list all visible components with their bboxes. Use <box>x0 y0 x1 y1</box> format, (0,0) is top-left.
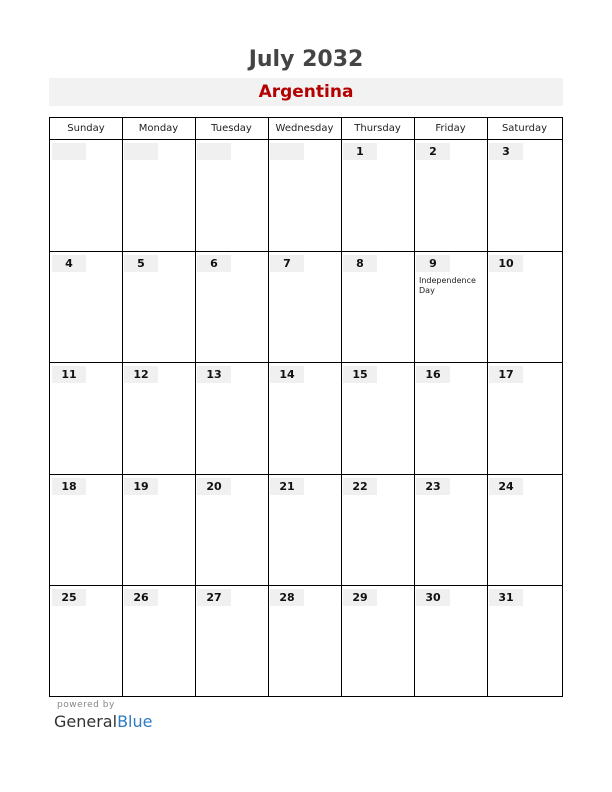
grid-line <box>268 118 269 696</box>
day-cell[interactable] <box>268 140 341 252</box>
day-cell[interactable] <box>414 586 487 698</box>
day-cell[interactable] <box>50 252 122 364</box>
grid-line <box>487 118 488 696</box>
day-number <box>197 143 231 160</box>
day-number: 30 <box>416 589 450 606</box>
generalblue-logo[interactable] <box>54 712 152 731</box>
day-number: 3 <box>489 143 523 160</box>
day-cell[interactable] <box>122 363 195 475</box>
day-cell[interactable] <box>268 252 341 364</box>
day-number: 5 <box>124 255 158 272</box>
day-number: 27 <box>197 589 231 606</box>
day-cell[interactable] <box>195 363 268 475</box>
day-number: 29 <box>343 589 377 606</box>
day-number: 21 <box>270 478 304 495</box>
grid-line <box>414 118 415 696</box>
weekday-header-6: Saturday <box>501 123 548 134</box>
day-cell[interactable] <box>487 586 562 698</box>
day-cell[interactable] <box>268 363 341 475</box>
day-number: 18 <box>52 478 86 495</box>
weekday-header-5: Friday <box>435 123 466 134</box>
day-cell[interactable] <box>341 140 414 252</box>
day-cell[interactable] <box>122 475 195 587</box>
day-number: 26 <box>124 589 158 606</box>
grid-line <box>195 118 196 696</box>
day-number: 2 <box>416 143 450 160</box>
day-cell[interactable] <box>195 252 268 364</box>
day-cell[interactable] <box>195 140 268 252</box>
weekday-header-2: Tuesday <box>211 123 252 134</box>
day-cell[interactable] <box>341 586 414 698</box>
day-cell[interactable] <box>50 140 122 252</box>
day-number: 6 <box>197 255 231 272</box>
day-number: 13 <box>197 366 231 383</box>
day-cell[interactable] <box>341 475 414 587</box>
day-cell[interactable] <box>341 363 414 475</box>
day-number: 15 <box>343 366 377 383</box>
calendar-grid <box>49 117 563 697</box>
day-number: 22 <box>343 478 377 495</box>
weekday-header-1: Monday <box>138 123 179 134</box>
weekday-header-3: Wednesday <box>275 123 334 134</box>
day-cell[interactable] <box>487 475 562 587</box>
day-cell[interactable] <box>268 586 341 698</box>
country-name: Argentina <box>258 82 354 102</box>
day-cell[interactable] <box>414 252 487 364</box>
grid-line <box>341 118 342 696</box>
powered-by-label: powered by <box>57 700 115 710</box>
day-cell[interactable] <box>487 363 562 475</box>
day-cell[interactable] <box>50 363 122 475</box>
day-cell[interactable] <box>122 140 195 252</box>
day-number: 23 <box>416 478 450 495</box>
day-cell[interactable] <box>487 252 562 364</box>
day-number: 17 <box>489 366 523 383</box>
day-number: 7 <box>270 255 304 272</box>
day-number: 9 <box>416 255 450 272</box>
weekday-header-0: Sunday <box>67 123 105 134</box>
brand-general: General <box>54 712 118 731</box>
day-number: 25 <box>52 589 86 606</box>
brand-blue: Blue <box>117 712 153 731</box>
day-cell[interactable] <box>195 586 268 698</box>
day-cell[interactable] <box>122 586 195 698</box>
day-cell[interactable] <box>195 475 268 587</box>
grid-line <box>122 118 123 696</box>
day-number: 28 <box>270 589 304 606</box>
day-number: 12 <box>124 366 158 383</box>
day-number: 14 <box>270 366 304 383</box>
day-number <box>270 143 304 160</box>
weekday-header-row <box>50 118 562 139</box>
day-number: 4 <box>52 255 86 272</box>
day-cell[interactable] <box>122 252 195 364</box>
holiday-label: Independence Day <box>419 275 476 295</box>
day-number: 19 <box>124 478 158 495</box>
day-cell[interactable] <box>414 475 487 587</box>
weekday-header-4: Thursday <box>354 123 401 134</box>
day-number: 11 <box>52 366 86 383</box>
day-cell[interactable] <box>414 363 487 475</box>
day-number: 31 <box>489 589 523 606</box>
day-cell[interactable] <box>341 252 414 364</box>
calendar-title: July 2032 <box>248 47 364 72</box>
day-cell[interactable] <box>414 140 487 252</box>
day-cell[interactable] <box>268 475 341 587</box>
day-number: 16 <box>416 366 450 383</box>
day-number <box>124 143 158 160</box>
day-cell[interactable] <box>50 475 122 587</box>
day-number: 10 <box>489 255 523 272</box>
day-number: 8 <box>343 255 377 272</box>
day-number <box>52 143 86 160</box>
day-number: 1 <box>343 143 377 160</box>
day-cell[interactable] <box>50 586 122 698</box>
day-number: 20 <box>197 478 231 495</box>
day-number: 24 <box>489 478 523 495</box>
day-cell[interactable] <box>487 140 562 252</box>
